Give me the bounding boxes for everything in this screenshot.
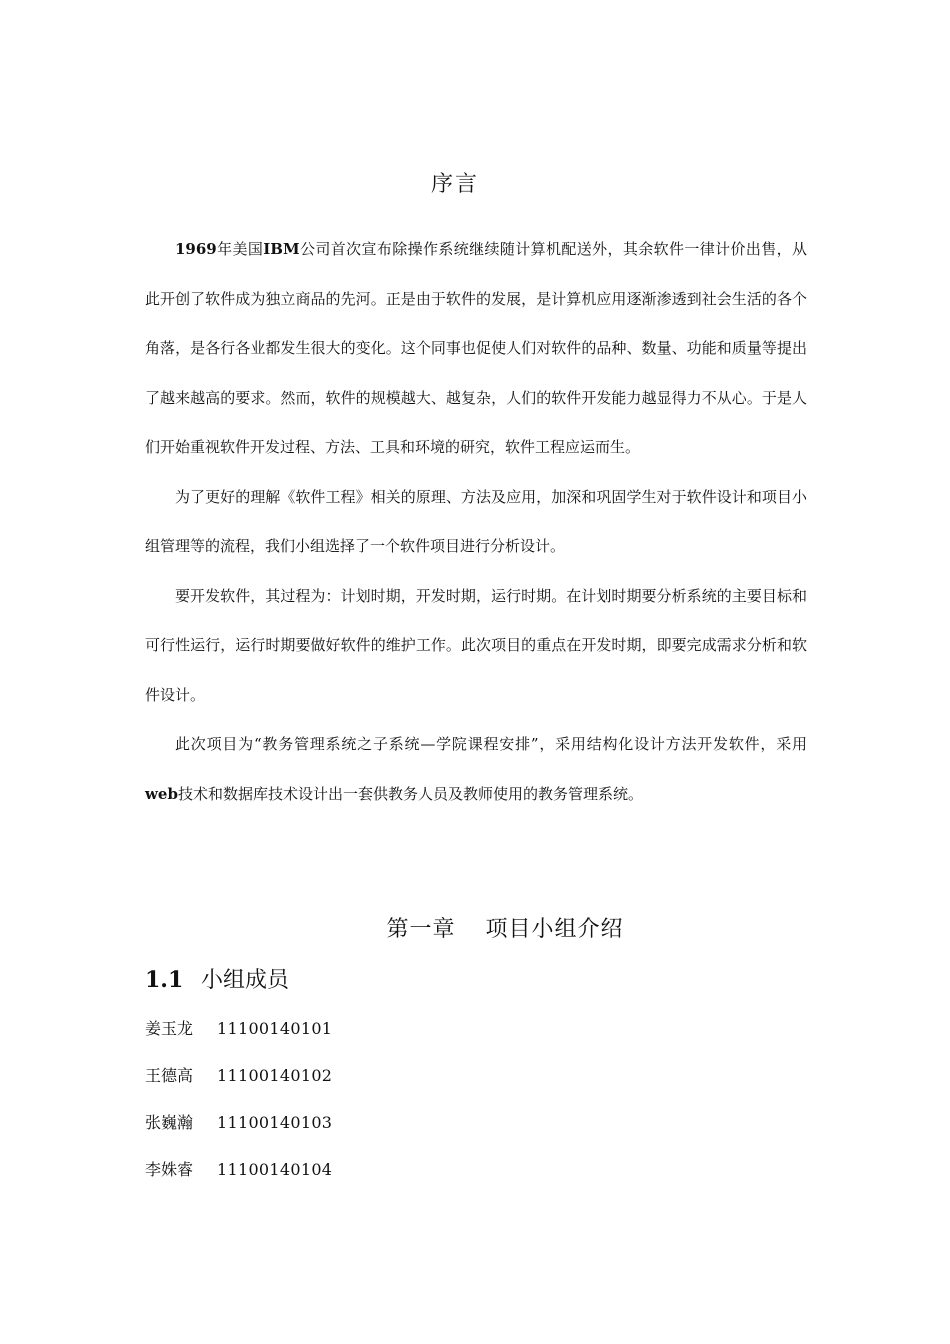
member-name: 姜玉龙	[145, 1019, 194, 1038]
member-id: 11100140104	[217, 1160, 333, 1179]
member-id: 11100140102	[217, 1066, 333, 1085]
list-item	[145, 1108, 332, 1155]
preface-paragraph-3	[145, 572, 807, 721]
member-name: 张巍瀚	[145, 1113, 194, 1132]
preface-paragraph-2	[145, 473, 807, 572]
preface-paragraph-4	[145, 720, 807, 819]
section-heading	[145, 962, 289, 999]
member-name: 王德高	[145, 1066, 194, 1085]
list-item	[145, 1014, 332, 1061]
preface-body	[145, 225, 807, 819]
section-number: 1.1	[145, 967, 184, 993]
member-id: 11100140101	[217, 1019, 333, 1038]
text-run: web	[145, 784, 178, 803]
chapter-label: 第一章	[386, 917, 456, 942]
chapter-title: 项目小组介绍	[485, 917, 624, 942]
text-run: 此次项目为“教务管理系统之子系统—学院课程安排”，采用结构化设计方法开发软件，采用	[175, 735, 807, 753]
member-list	[145, 1014, 332, 1202]
section-title: 小组成员	[201, 968, 290, 993]
preface-title: 序言	[430, 172, 479, 197]
text-run: 技术和数据库技术设计出一套供教务人员及教师使用的教务管理系统。	[177, 784, 643, 803]
preface-paragraph-1	[145, 225, 807, 473]
member-name: 李姝睿	[145, 1160, 194, 1179]
text-run: IBM	[263, 240, 300, 258]
text-run: 要开发软件，其过程为：计划时期，开发时期，运行时期。在计划时期要分析系统的主要目标和可行性运行，运行时期要做好软件的维护工作。此次项目的重点在开发时期，即要完成需求分析和软件设计。	[145, 586, 807, 704]
list-item	[145, 1155, 332, 1202]
member-id: 11100140103	[217, 1113, 333, 1132]
list-item	[145, 1061, 332, 1108]
text-run: 年美国	[216, 240, 264, 258]
text-run: 为了更好的理解《软件工程》相关的原理、方法及应用，加深和巩固学生对于软件设计和项目小组管理等的流程，我们小组选择了一个软件项目进行分析设计。	[145, 487, 807, 555]
text-run: 1969	[175, 240, 217, 258]
chapter-heading	[145, 912, 865, 948]
text-run: 公司首次宣布除操作系统继续随计算机配送外，其余软件一律计价出售，从此开创了软件成为独立商品的先河。正是由于软件的发展，是计算机应用逐渐渗透到社会生活的各个角落，是各行各业都发生很大的变化。这个同事也促使人们对软件的品种、数量、功能和质量等提出了越来越高的要求。然而，软件的规模越大、越复杂，人们的软件开发能力越显得力不从心。于是人们开始重视软件开发过程、方法、工具和环境的研究，软件工程应运而生。	[145, 240, 807, 456]
